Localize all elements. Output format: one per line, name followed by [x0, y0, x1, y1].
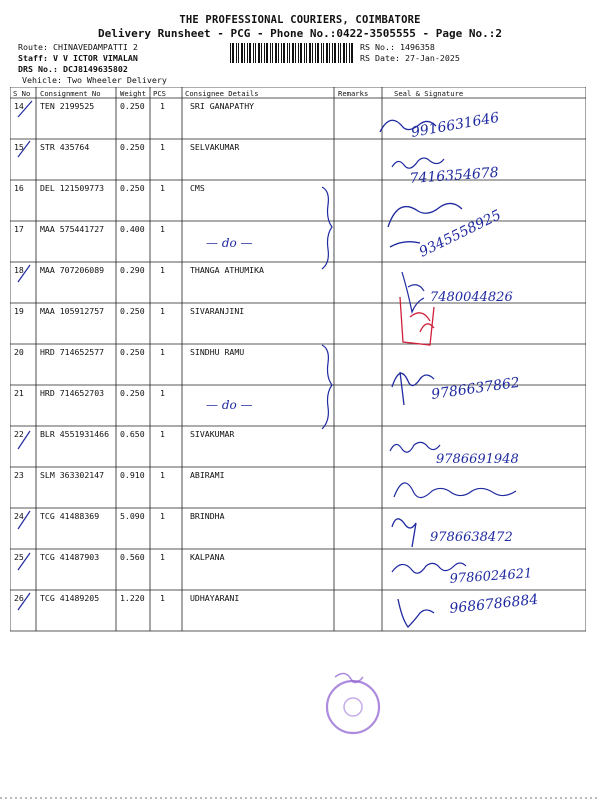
barcode: [230, 43, 355, 63]
barcode-bar: [244, 43, 245, 63]
staff-label: Staff: V V ICTOR VIMALAN: [18, 53, 138, 63]
barcode-bar: [232, 43, 234, 63]
row-cell-consignee: SIVARANJINI: [190, 306, 245, 316]
barcode-bar: [329, 43, 330, 63]
barcode-bar: [343, 43, 345, 63]
row-cell-consignment: TCG 41487903: [40, 552, 100, 562]
row-cell-weight: 5.090: [120, 511, 145, 521]
handwritten-phone: 9686786884: [448, 591, 540, 617]
barcode-bar: [249, 43, 251, 63]
row-cell-consignee: THANGA ATHUMIKA: [190, 265, 264, 275]
row-cell-pcs: 1: [160, 265, 165, 275]
row-cell-consignee: CMS: [190, 183, 205, 193]
row-cell-pcs: 1: [160, 511, 165, 521]
row-cell-consignment: TCG 41488369: [40, 511, 100, 521]
barcode-bar: [306, 43, 307, 63]
handwritten-phone: 9786024621: [449, 566, 533, 587]
barcode-bar: [295, 43, 296, 63]
row-cell-weight: 0.250: [120, 306, 145, 316]
row-cell-consignee: SELVAKUMAR: [190, 142, 240, 152]
row-cell-pcs: 1: [160, 224, 165, 234]
barcode-bar: [261, 43, 262, 63]
row-cell-sno: 16: [14, 183, 24, 193]
barcode-bar: [253, 43, 254, 63]
barcode-bar: [230, 43, 231, 63]
barcode-bar: [266, 43, 268, 63]
rs-date: RS Date: 27-Jan-2025: [360, 53, 460, 63]
barcode-bar: [241, 43, 243, 63]
column-header-consignment: Consignment No: [40, 89, 101, 98]
company-name: THE PROFESSIONAL COURIERS, COIMBATORE: [179, 14, 421, 26]
barcode-bar: [317, 43, 319, 63]
row-cell-weight: 0.400: [120, 224, 145, 234]
row-cell-sno: 20: [14, 347, 24, 357]
runsheet-title: Delivery Runsheet - PCG - Phone No.:0422-3505555 - Page No.:2: [98, 27, 502, 40]
row-cell-pcs: 1: [160, 552, 165, 562]
row-cell-sno: 23: [14, 470, 24, 480]
row-cell-weight: 0.650: [120, 429, 145, 439]
row-cell-consignee: BRINDHA: [190, 511, 225, 521]
column-header-pcs: PCS: [153, 89, 166, 98]
barcode-bar: [283, 43, 285, 63]
row-cell-weight: 0.250: [120, 388, 145, 398]
row-cell-weight: 0.250: [120, 183, 145, 193]
barcode-bar: [281, 43, 282, 63]
row-cell-pcs: 1: [160, 101, 165, 111]
barcode-bar: [264, 43, 265, 63]
row-cell-sno: 22: [14, 429, 24, 439]
row-cell-pcs: 1: [160, 470, 165, 480]
barcode-bar: [270, 43, 271, 63]
row-cell-consignment: SLM 363302147: [40, 470, 105, 480]
row-cell-consignment: MAA 105912757: [40, 306, 105, 316]
barcode-bar: [275, 43, 277, 63]
row-cell-sno: 21: [14, 388, 24, 398]
row-cell-sno: 24: [14, 511, 24, 521]
row-cell-consignee: SIVAKUMAR: [190, 429, 235, 439]
row-cell-pcs: 1: [160, 593, 165, 603]
column-header-weight: Weight: [120, 89, 146, 98]
barcode-bar: [338, 43, 339, 63]
row-cell-consignee: KALPANA: [190, 552, 225, 562]
handwritten-phone: 7480044826: [430, 290, 513, 305]
barcode-bar: [289, 43, 290, 63]
barcode-bar: [321, 43, 322, 63]
row-cell-pcs: 1: [160, 429, 165, 439]
barcode-bar: [351, 43, 353, 63]
barcode-bar: [278, 43, 279, 63]
row-cell-weight: 1.220: [120, 593, 145, 603]
barcode-bar: [272, 43, 273, 63]
row-cell-consignment: MAA 707206089: [40, 265, 105, 275]
row-cell-sno: 15: [14, 142, 24, 152]
row-cell-pcs: 1: [160, 388, 165, 398]
ditto-mark: — do —: [206, 236, 253, 250]
barcode-bar: [315, 43, 316, 63]
rs-number: RS No.: 1496358: [360, 42, 435, 52]
row-cell-sno: 18: [14, 265, 24, 275]
row-cell-consignment: HRD 714652577: [40, 347, 105, 357]
stamp-ring: [327, 681, 379, 733]
row-cell-sno: 19: [14, 306, 24, 316]
barcode-bar: [304, 43, 305, 63]
barcode-bar: [255, 43, 256, 63]
drs-number: DRS No.: DCJ8149635802: [18, 64, 128, 74]
handwritten-phone: 9345558925: [416, 207, 504, 261]
barcode-bar: [247, 43, 248, 63]
column-header-consignee: Consignee Details: [185, 89, 259, 98]
ditto-mark: — do —: [206, 398, 253, 412]
row-cell-consignment: TCG 41489205: [40, 593, 100, 603]
barcode-bar: [292, 43, 294, 63]
row-cell-consignee: SRI GANAPATHY: [190, 101, 255, 111]
barcode-bar: [287, 43, 288, 63]
barcode-bar: [334, 43, 336, 63]
row-cell-weight: 0.250: [120, 142, 145, 152]
barcode-bar: [312, 43, 313, 63]
row-cell-weight: 0.910: [120, 470, 145, 480]
row-cell-consignee: ABIRAMI: [190, 470, 225, 480]
barcode-bar: [298, 43, 299, 63]
vehicle-label: Vehicle: Two Wheeler Delivery: [22, 75, 167, 85]
barcode-bar: [300, 43, 302, 63]
handwritten-phone: 7416354678: [409, 164, 500, 187]
handwritten-phone: 9786637862: [430, 374, 521, 403]
row-cell-consignment: MAA 575441727: [40, 224, 105, 234]
row-cell-consignee: SINDHU RAMU: [190, 347, 245, 357]
row-cell-sno: 14: [14, 101, 24, 111]
row-cell-consignment: HRD 714652703: [40, 388, 105, 398]
barcode-bar: [346, 43, 347, 63]
bottom-edge-marks: [0, 795, 600, 800]
row-cell-consignment: BLR 4551931466: [40, 429, 110, 439]
column-header-seal-signature: Seal & Signature: [394, 89, 464, 98]
runsheet-table: [10, 87, 586, 641]
barcode-bar: [326, 43, 328, 63]
row-cell-pcs: 1: [160, 183, 165, 193]
barcode-bar: [258, 43, 260, 63]
barcode-bar: [309, 43, 311, 63]
row-cell-pcs: 1: [160, 306, 165, 316]
row-cell-consignment: TEN 2199525: [40, 101, 95, 111]
row-cell-pcs: 1: [160, 142, 165, 152]
barcode-bar: [236, 43, 237, 63]
row-cell-sno: 26: [14, 593, 24, 603]
row-cell-weight: 0.560: [120, 552, 145, 562]
row-cell-consignee: UDHAYARANI: [190, 593, 240, 603]
column-header-remarks: Remarks: [338, 89, 369, 98]
row-cell-weight: 0.290: [120, 265, 145, 275]
row-cell-sno: 17: [14, 224, 24, 234]
row-cell-consignment: DEL 121509773: [40, 183, 105, 193]
barcode-bar: [238, 43, 239, 63]
row-cell-weight: 0.250: [120, 347, 145, 357]
column-header-sno: S No: [13, 89, 31, 98]
barcode-bar: [332, 43, 333, 63]
barcode-bar: [323, 43, 324, 63]
handwritten-phone: 9786691948: [436, 452, 519, 467]
route-label: Route: CHINAVEDAMPATTI 2: [18, 42, 138, 52]
row-cell-consignment: STR 435764: [40, 142, 90, 152]
row-cell-sno: 25: [14, 552, 24, 562]
barcode-bar: [349, 43, 350, 63]
violet-stamp: [315, 665, 395, 745]
stamp-inner: [344, 698, 362, 716]
row-cell-pcs: 1: [160, 347, 165, 357]
handwritten-phone: 9786638472: [430, 530, 513, 545]
row-cell-weight: 0.250: [120, 101, 145, 111]
barcode-bar: [340, 43, 341, 63]
handwritten-phone: 9916631646: [409, 109, 501, 141]
